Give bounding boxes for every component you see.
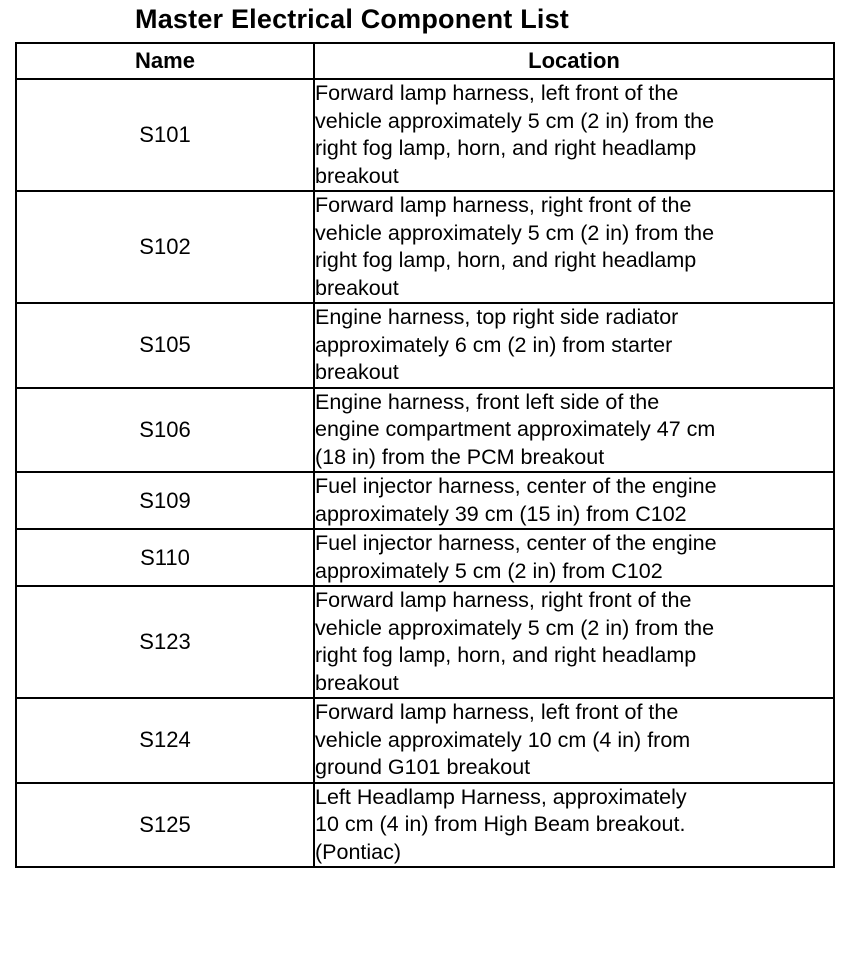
location-line: right fog lamp, horn, and right headlamp (315, 248, 697, 272)
location-line: vehicle approximately 5 cm (2 in) from the (315, 220, 715, 245)
location-line: (18 in) from the PCM breakout (315, 444, 605, 469)
location-line: breakout (315, 275, 399, 300)
location-line: 10 cm (4 in) from High Beam breakout. (315, 812, 686, 836)
location-line: vehicle approximately 5 cm (2 in) from the (315, 615, 715, 640)
location-line: breakout (315, 670, 399, 695)
table-row (16, 388, 834, 473)
component-name-cell: S101 (16, 79, 314, 191)
component-name-cell: S109 (16, 472, 314, 529)
location-line: breakout (315, 163, 399, 188)
table-row (16, 472, 834, 529)
component-location-cell (314, 529, 834, 586)
component-location-cell (314, 586, 834, 698)
table-row (16, 79, 834, 191)
table-row (16, 698, 834, 783)
location-line: right fog lamp, horn, and right headlamp (315, 643, 697, 667)
location-line: Engine harness, front left side of the (315, 389, 660, 414)
table-row (16, 303, 834, 388)
location-line: approximately 5 cm (2 in) from C102 (315, 558, 663, 583)
component-name-cell: S105 (16, 303, 314, 388)
component-name-cell: S125 (16, 783, 314, 868)
component-name-cell: S124 (16, 698, 314, 783)
document-title: Master Electrical Component List (135, 4, 569, 34)
location-line: Engine harness, top right side radiator (315, 305, 679, 329)
component-location-cell (314, 472, 834, 529)
column-header-name: Name (16, 43, 314, 79)
location-line: (Pontiac) (315, 839, 402, 864)
component-location-cell (314, 79, 834, 191)
component-name-cell: S110 (16, 529, 314, 586)
table-row (16, 783, 834, 868)
location-line: Left Headlamp Harness, approximately (315, 784, 687, 809)
column-header-location: Location (314, 43, 834, 79)
component-location-cell (314, 191, 834, 303)
component-name-cell: S102 (16, 191, 314, 303)
location-line: breakout (315, 360, 399, 384)
component-name-cell: S106 (16, 388, 314, 473)
component-location-cell (314, 783, 834, 868)
location-line: Forward lamp harness, left front of the (315, 700, 679, 724)
location-line: Forward lamp harness, right front of the (315, 193, 692, 217)
location-line: Forward lamp harness, left front of the (315, 81, 679, 105)
location-line: vehicle approximately 10 cm (4 in) from (315, 727, 691, 752)
location-line: engine compartment approximately 47 cm (315, 417, 716, 441)
location-line: vehicle approximately 5 cm (2 in) from the (315, 108, 715, 133)
location-line: right fog lamp, horn, and right headlamp (315, 136, 697, 160)
table-header-row (16, 43, 834, 79)
component-name-cell: S123 (16, 586, 314, 698)
component-location-cell (314, 698, 834, 783)
table-row (16, 529, 834, 586)
location-line: Fuel injector harness, center of the engine (315, 531, 717, 555)
location-line: approximately 39 cm (15 in) from C102 (315, 501, 687, 526)
table-row (16, 191, 834, 303)
table-row (16, 586, 834, 698)
table-body (16, 79, 834, 867)
component-location-cell (314, 303, 834, 388)
component-table (15, 42, 835, 868)
location-line: ground G101 breakout (315, 755, 531, 779)
location-line: Forward lamp harness, right front of the (315, 588, 692, 612)
location-line: Fuel injector harness, center of the engine (315, 474, 717, 498)
location-line: approximately 6 cm (2 in) from starter (315, 332, 673, 357)
component-location-cell (314, 388, 834, 473)
